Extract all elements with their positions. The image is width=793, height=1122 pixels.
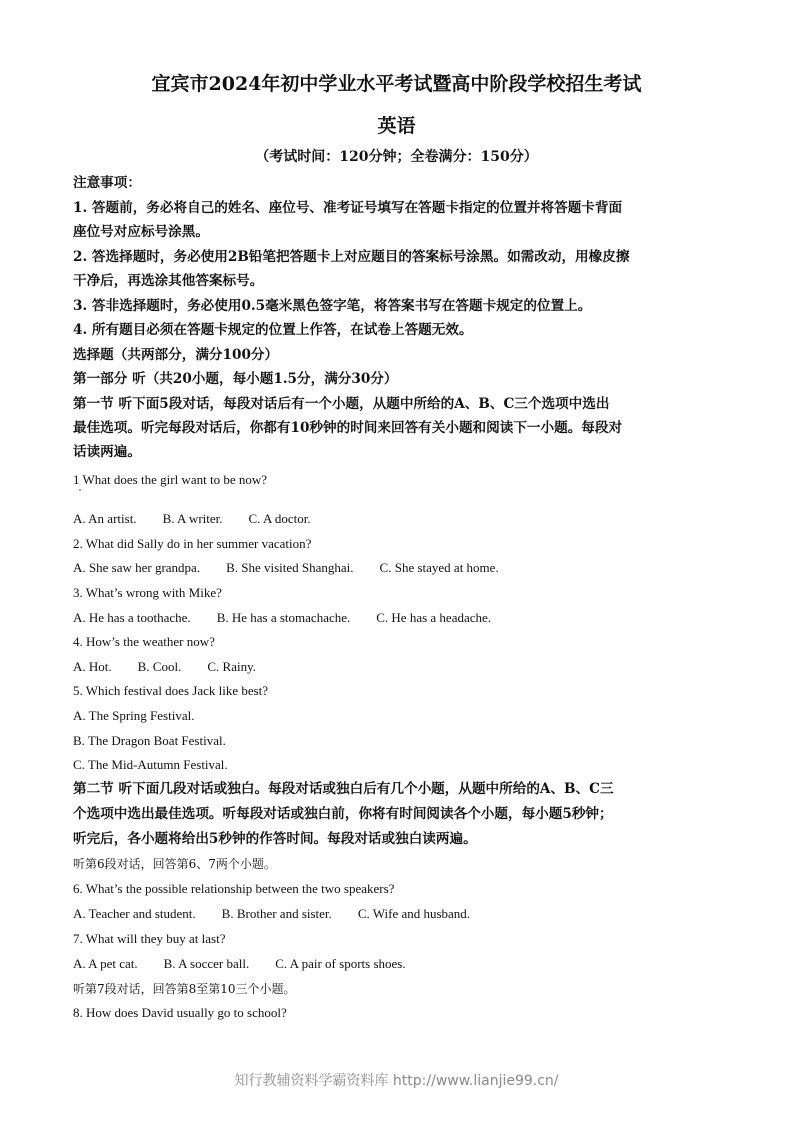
question-8: 8. How does David usually go to school?	[73, 1005, 287, 1020]
subject-title: 英语	[377, 115, 416, 137]
section-2-line-1: 第二节 听下面几段对话或独白。每段对话或独白后有几个小题，从题中所给的A、B、C三	[73, 781, 614, 797]
question-3: 3. What’s wrong with Mike?	[73, 585, 222, 600]
option-b: B. He has a stomachache.	[216, 610, 351, 625]
part-1-heading: 第一部分 听（共20小题，每小题1.5分，满分30分）	[73, 371, 398, 387]
section-1-line-1: 第一节 听下面5段对话，每段对话后有一个小题，从题中所给的A、B、C三个选项中选出	[73, 396, 610, 412]
option-b: B. She visited Shanghai.	[226, 560, 354, 575]
stray-dot	[79, 489, 81, 491]
option-c: C. Rainy.	[207, 659, 256, 674]
question-5-option-c: C. The Mid-Autumn Festival.	[73, 757, 228, 772]
section-2-line-2: 个选项中选出最佳选项。听每段对话或独白前，你将有时间阅读各个小题，每小题5秒钟；	[73, 806, 613, 822]
option-a: A. He has a toothache.	[73, 610, 191, 625]
question-2-options	[73, 558, 723, 578]
note-3: 3. 答非选择题时，务必使用0.5毫米黑色签字笔，将答案书写在答题卡规定的位置上。	[73, 298, 592, 314]
option-b: B. A soccer ball.	[163, 956, 250, 971]
note-2-line-1: 2. 答选择题时，务必使用2B铅笔把答题卡上对应题目的答案标号涂黑。如需改动，用橡皮擦	[73, 249, 630, 265]
exam-info: （考试时间：120分钟；全卷满分：150分）	[255, 149, 538, 165]
question-2: 2. What did Sally do in her summer vacation?	[73, 536, 312, 551]
question-7: 7. What will they buy at last?	[73, 931, 226, 946]
option-a: A. A pet cat.	[73, 956, 138, 971]
option-a: A. Hot.	[73, 659, 112, 674]
note-1-line-1: 1. 答题前，务必将自己的姓名、座位号、准考证号填写在答题卡指定的位置并将答题卡背面	[73, 200, 623, 216]
question-6: 6. What’s the possible relationship between the two speakers?	[73, 881, 395, 896]
dialog-7-instruction: 听第7段对话，回答第8至第10三个小题。	[73, 982, 296, 996]
note-1-line-2: 座位号对应标号涂黑。	[73, 224, 209, 240]
option-c: C. He has a headache.	[376, 610, 492, 625]
question-4: 4. How’s the weather now?	[73, 634, 215, 649]
question-6-options	[73, 904, 723, 924]
question-3-options	[73, 608, 723, 628]
question-1: 1 What does the girl want to be now?	[73, 472, 267, 487]
option-c: C. A doctor.	[248, 511, 311, 526]
option-b: B. Cool.	[137, 659, 182, 674]
option-b: B. A writer.	[162, 511, 223, 526]
question-1-options	[73, 509, 723, 529]
notes-heading: 注意事项：	[73, 175, 141, 191]
option-a: A. She saw her grandpa.	[73, 560, 201, 575]
note-2-line-2: 干净后，再选涂其他答案标号。	[73, 273, 264, 289]
dialog-6-instruction: 听第6段对话，回答第6、7两个小题。	[73, 857, 276, 871]
section-2-line-3: 听完后，各小题将给出5秒钟的作答时间。每段对话或独白读两遍。	[73, 831, 477, 847]
question-5: 5. Which festival does Jack like best?	[73, 683, 269, 698]
question-5-option-b: B. The Dragon Boat Festival.	[73, 733, 226, 748]
section-1-line-2: 最佳选项。听完每段对话后，你都有10秒钟的时间来回答有关小题和阅读下一小题。每段对	[73, 420, 623, 436]
option-a: A. An artist.	[73, 511, 137, 526]
option-c: C. She stayed at home.	[379, 560, 499, 575]
choice-section-heading: 选择题（共两部分，满分100分）	[73, 347, 279, 363]
option-c: C. A pair of sports shoes.	[275, 956, 406, 971]
option-b: B. Brother and sister.	[221, 906, 332, 921]
note-4: 4. 所有题目必须在答题卡规定的位置上作答，在试卷上答题无效。	[73, 322, 473, 338]
question-5-option-a: A. The Spring Festival.	[73, 708, 195, 723]
section-1-line-3: 话读两遍。	[73, 444, 141, 460]
question-4-options	[73, 657, 723, 677]
question-7-options	[73, 954, 723, 974]
footer-watermark[interactable]: 知行教辅资料学霸资料库 http://www.lianjie99.cn/	[234, 1073, 559, 1089]
option-c: C. Wife and husband.	[357, 906, 471, 921]
exam-title: 宜宾市2024年初中学业水平考试暨高中阶段学校招生考试	[151, 73, 642, 95]
option-a: A. Teacher and student.	[73, 906, 196, 921]
